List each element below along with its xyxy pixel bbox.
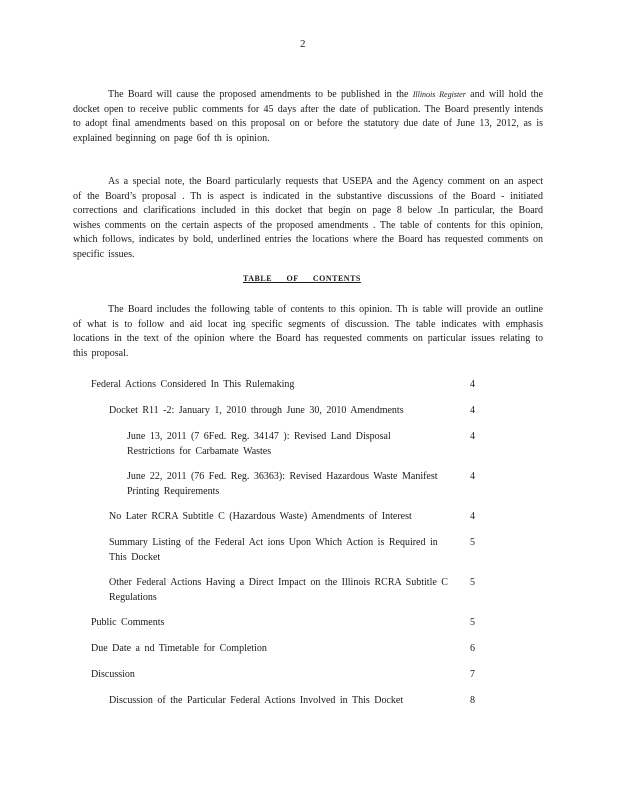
toc-page-number: 4: [470, 511, 475, 522]
toc-page-number: 5: [470, 577, 475, 588]
toc-entry[interactable]: Summary Listing of the Federal Act ions Upon Which Action is Required in This Docket: [109, 537, 438, 563]
intro-paragraph: [73, 88, 543, 146]
toc-page-number: 7: [470, 669, 475, 680]
toc-page-number: 4: [470, 379, 475, 390]
toc-intro-text: The Board includes the following table of contents to this opinion. Th is table will provide an outline of what is to follow and aid locat ing specific segments of discussion. The table indicates with emphasis locations in the text of the opinion where the Board has requested comments on particular issues relating to this proposal.: [73, 304, 543, 359]
toc-entry[interactable]: Discussion: [91, 669, 135, 680]
toc-entry[interactable]: Docket R11 -2: January 1, 2010 through June 30, 2010 Amendments: [109, 405, 404, 416]
special-note-text: As a special note, the Board particularly requests that USEPA and the Agency comment on an aspect of the Board’s proposal . Th is aspect is indicated in the substantive discussions of the Board - initiated corrections and clarifications included in this docket that begin on page 8 below .In particular, the Board wishes comments on the certain aspects of the proposed amendments . The table of contents for this opinion, which follows, indicates by bold, underlined entries the locations where the Board has requested comments on specific issues.: [73, 176, 543, 260]
page-number: 2: [300, 38, 306, 50]
toc-page-number: 4: [470, 405, 475, 416]
toc-entry[interactable]: June 22, 2011 (76 Fed. Reg. 36363): Revised Hazardous Waste Manifest Printing Requirements: [127, 471, 438, 497]
toc-intro-paragraph: [73, 303, 543, 361]
illinois-register-title: Illinois Register: [412, 90, 466, 99]
toc-page-number: 8: [470, 695, 475, 706]
intro-text-end: and will hold the docket open to receive public comments for 45 days after the date of publication. The Board presently intends to adopt final amendments based on this proposal on or before the statutory due date of June 13, 2012, as is explained beginning on page 6of th is opinion.: [73, 89, 543, 144]
toc-page-number: 5: [470, 617, 475, 628]
toc-page-number: 4: [470, 431, 475, 442]
intro-text-start: The Board will cause the proposed amendments to be published in the: [108, 89, 413, 100]
special-note-paragraph: [73, 175, 543, 263]
toc-entry[interactable]: No Later RCRA Subtitle C (Hazardous Waste) Amendments of Interest: [109, 511, 412, 522]
toc-heading: TABLE OF CONTENTS: [243, 274, 361, 283]
toc-entry[interactable]: Federal Actions Considered In This Rulemaking: [91, 379, 295, 390]
toc-entry[interactable]: Other Federal Actions Having a Direct Impact on the Illinois RCRA Subtitle C Regulations: [109, 577, 448, 603]
toc-page-number: 5: [470, 537, 475, 548]
toc-page-number: 6: [470, 643, 475, 654]
toc-entry[interactable]: Discussion of the Particular Federal Actions Involved in This Docket: [109, 695, 404, 706]
toc-page-number: 4: [470, 471, 475, 482]
toc-entry[interactable]: Public Comments: [91, 617, 165, 628]
toc-entry[interactable]: Due Date a nd Timetable for Completion: [91, 643, 267, 654]
toc-entry[interactable]: June 13, 2011 (7 6Fed. Reg. 34147 ): Revised Land Disposal Restrictions for Carbamate Wastes: [127, 431, 391, 457]
